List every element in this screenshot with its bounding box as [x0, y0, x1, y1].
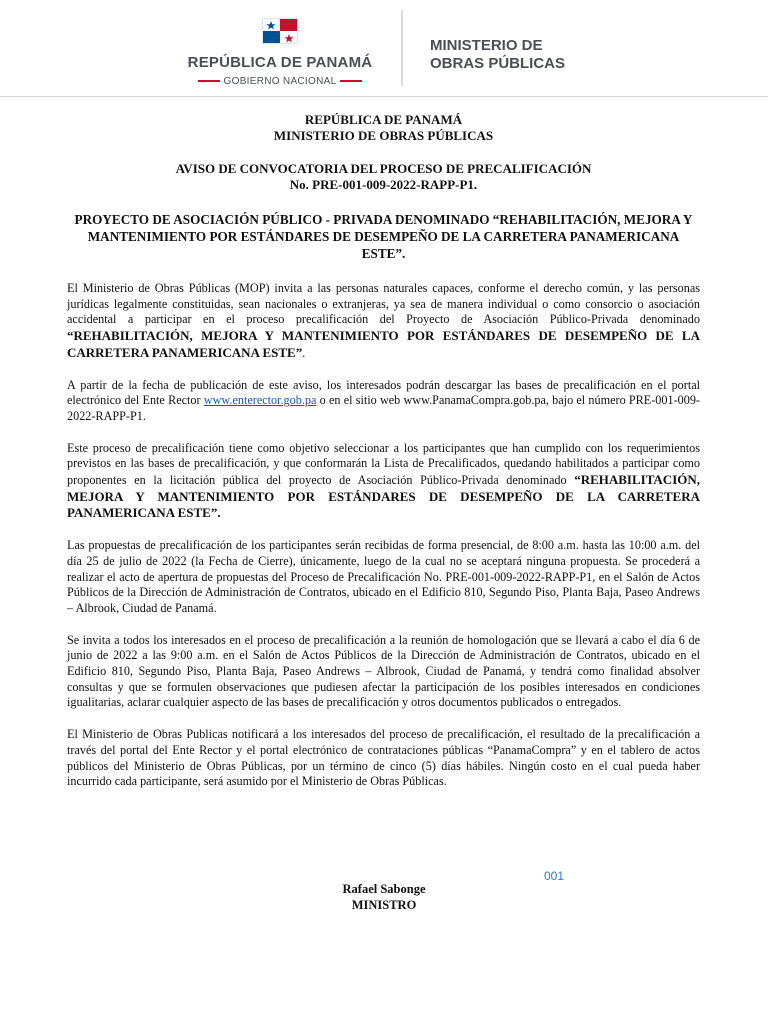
header-divider — [401, 10, 403, 86]
signature-block — [284, 881, 484, 913]
ente-rector-link[interactable]: www.enterector.gob.pa — [203, 393, 317, 408]
header-republic: REPÚBLICA DE PANAMÁ — [304, 112, 463, 127]
notice-title-line: AVISO DE CONVOCATORIA DEL PROCESO DE PRECALIFICACIÓN — [175, 161, 592, 176]
ministry-line-1: MINISTERIO DE — [430, 37, 543, 54]
paragraph-text: . — [302, 345, 306, 360]
notice-number: No. PRE-001-009-2022-RAPP-P1. — [289, 177, 478, 192]
paragraph-invitation — [67, 281, 700, 362]
panama-flag-icon — [262, 18, 298, 44]
paragraph-download — [67, 378, 700, 425]
notice-title — [67, 161, 700, 193]
government-name: REPÚBLICA DE PANAMÁ — [187, 54, 373, 71]
letterhead — [0, 0, 768, 97]
paragraph-text: El Ministerio de Obras Públicas (MOP) invita a las personas naturales capaces, conforme el derecho común, y las personas jurídicas legalmente constituidas, sean nacionales o extranjeras, ya sea de manera individual o como consorcio o asociación accidental a participar en el proceso precalificación del Proyecto de Asociación Público-Privada denominado — [67, 281, 700, 327]
paragraph-text: A partir de la fecha de publicación de este aviso, los interesados podrán descargar las bases de precalificación en el portal electrónico del Ente Rector — [67, 377, 700, 408]
government-subtitle: GOBIERNO NACIONAL — [223, 76, 337, 87]
document-body — [67, 112, 700, 790]
project-title: PROYECTO DE ASOCIACIÓN PÚBLICO - PRIVADA DENOMINADO “REHABILITACIÓN, MEJORA Y MANTENIMIENTO POR ESTÁNDARES DE DESEMPEÑO DE LA CARRETERA PANAMERICANA ESTE”. — [74, 212, 693, 261]
signer-name: Rafael Sabonge — [342, 882, 426, 896]
ministry-logo-text — [430, 37, 565, 73]
paragraph-text: Este proceso de precalificación tiene como objetivo seleccionar a los participantes que han cumplido con los requerimientos previstos en las bases de precalificación, y que conformarán la Lista de Precalificados, quedando habilitados a participar como proponentes en la licitación pública del proyecto de Asociación Público-Privada denominado — [67, 440, 700, 488]
ministry-line-2: OBRAS PÚBLICAS — [430, 55, 566, 72]
red-rule-left — [198, 80, 220, 82]
signer-title: MINISTRO — [351, 898, 417, 912]
government-subtitle-row — [180, 76, 380, 87]
project-name-bold: “REHABILITACIÓN, MEJORA Y MANTENIMIENTO POR ESTÁNDARES DE DESEMPEÑO DE LA CARRETERA PANAMERICANA ESTE” — [67, 328, 700, 360]
red-rule-right — [340, 80, 362, 82]
header-ministry: MINISTERIO DE OBRAS PÚBLICAS — [273, 128, 494, 143]
project-name-bold: “REHABILITACIÓN, MEJORA Y MANTENIMIENTO POR ESTÁNDARES DE DESEMPEÑO DE LA CARRETERA PANAMERICANA ESTE”. — [67, 472, 700, 521]
paragraph-objective — [67, 441, 700, 523]
paragraph-submission: Las propuestas de precalificación de los participantes serán recibidas de forma presencial, de 8:00 a.m. hasta las 10:00 a.m. del día 25 de julio de 2022 (la Fecha de Cierre), únicamente, luego de la cual no se aceptará ninguna propuesta. Se procederá a realizar el acto de apertura de propuestas del Proceso de Precalificación No. PRE-001-009-2022-RAPP-P1, en el Salón de Actos Públicos de la Dirección de Administración de Contratos, ubicado en el Edificio 810, Segundo Piso, Planta Baja, Paseo Andrews – Albrook, Ciudad de Panamá. — [67, 538, 700, 615]
paragraph-text: o en el sitio web www.PanamaCompra.gob.pa, bajo el número PRE-001-009-2022-RAPP-P1. — [67, 393, 700, 423]
paragraph-homologation: Se invita a todos los interesados en el proceso de precalificación a la reunión de homologación que se llevará a cabo el día 6 de junio de 2022 a las 9:00 a.m. en el Salón de Actos Públicos de la Dirección de Administración de Contratos, ubicado en el Edificio 810, Segundo Piso, Planta Baja, Paseo Andrews – Albrook, Ciudad de Panamá, y tendrá como finalidad absolver consultas y que se formulen observaciones que pudiesen afectar la participación de los posibles interesados en condiciones igualitarias, aclarar cualquier aspecto de las bases de precalificación y otros documentos publicados o entregados. — [67, 632, 700, 710]
page-number: 001 — [544, 869, 565, 883]
document-header — [67, 112, 700, 144]
paragraph-notification: El Ministerio de Obras Publicas notificará a los interesados del proceso de precalificación, el resultado de la precalificación a través del portal del Ente Rector y el portal electrónico de contrataciones públicas “PanamaCompra” y en el tablero de actos públicos del Ministerio de Obras Públicas, por un término de cinco (5) días hábiles. Ningún costo en el cual pueda haber incurrido cada participante, será asumido por el Ministerio de Obras Públicas. — [67, 727, 700, 789]
